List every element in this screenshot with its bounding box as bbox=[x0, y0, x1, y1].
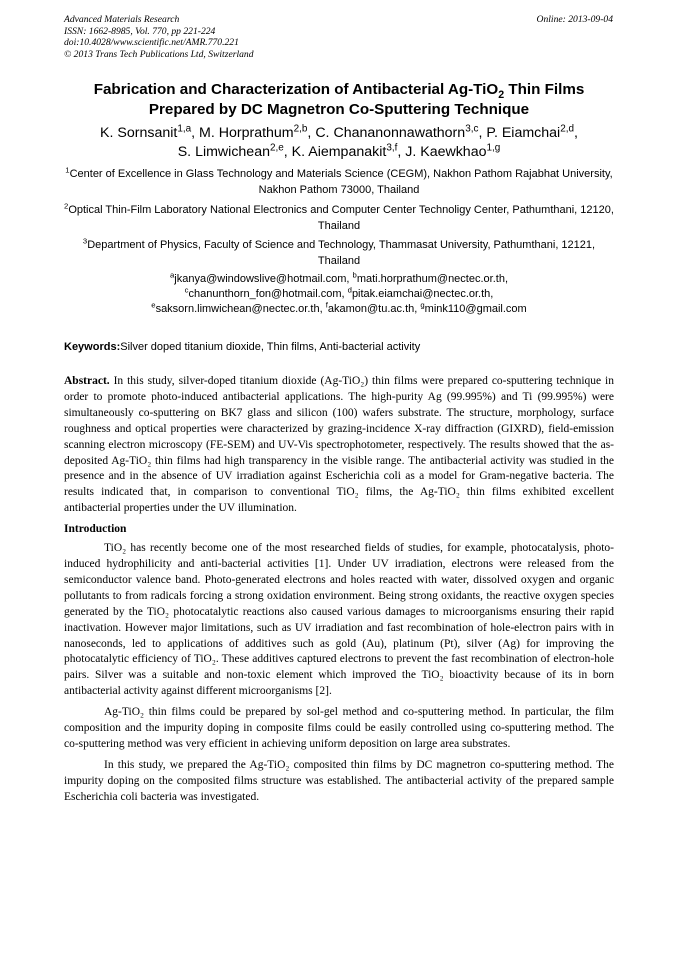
author-separator: , bbox=[191, 125, 200, 141]
email-separator: , bbox=[341, 288, 348, 300]
email-mark: d bbox=[347, 285, 352, 295]
intro-paragraph-3: In this study, we prepared the Ag-TiO₂ composited thin films by DC magnetron co-sputtering method. The impurity doping on the composited films structure was established. The antibacterial activity of the prepared sample Escherichia coli bacteria was investigated. bbox=[64, 758, 614, 803]
affiliation-number: 3 bbox=[82, 236, 88, 246]
doi-line: doi:10.4028/www.scientific.net/AMR.770.221 bbox=[64, 37, 239, 49]
email-address[interactable]: pitak.eiamchai@nectec.or.th bbox=[351, 288, 491, 300]
title-line-2: Prepared by DC Magnetron Co-Sputtering Technique bbox=[148, 100, 530, 118]
email-mark: g bbox=[420, 300, 425, 310]
abstract-text: In this study, silver-doped titanium dioxide (Ag-TiO₂) thin films were prepared co-sputtering technique in order to promote photo-induced antibacterial applications. The high-purity Ag (99.995%) and Ti (99.995%) were simultaneously co-sputtering on BK7 glass and silicon (100) wafers substrate. The structure, morphology, surface roughness and optical properties were characterized by grazing-incidence X-ray diffraction (GIXRD), field-emission scanning electron microscopy (FE-SEM) and UV-Vis spectrophotometer, respectively. The results showed that the as-deposited Ag-TiO₂ thin films had high transparency in the visible range. The antibacterial activity was studied in the presence and in the absence of UV irradiation against Escherichia coli as a model for Gram-negative bacteria. The results indicated that, in comparison to conventional TiO₂ films, the Ag-TiO₂ thin films exhibited excellent antibacterial properties under the UV illumination. bbox=[64, 375, 614, 515]
affiliation-text: Department of Physics, Faculty of Science and Technology, Thammasat University, Pathumthani, 12121, Thailand bbox=[87, 239, 596, 267]
email-address[interactable]: saksorn.limwichean@nectec.or.th bbox=[155, 303, 320, 315]
issn-line: ISSN: 1662-8985, Vol. 770, pp 221-224 bbox=[64, 25, 216, 37]
email-address[interactable]: mati.horprathum@nectec.or.th bbox=[356, 273, 505, 285]
author-affiliation-mark: 1,g bbox=[486, 142, 501, 154]
keywords-text: Silver doped titanium dioxide, Thin films, Anti-bacterial activity bbox=[120, 341, 421, 353]
email-address[interactable]: mink110@gmail.com bbox=[424, 303, 527, 315]
author-separator: , bbox=[397, 144, 406, 160]
author-name: M. Horprathum bbox=[199, 125, 294, 141]
email-mark: b bbox=[352, 270, 357, 280]
journal-header bbox=[64, 14, 254, 60]
title-text: Fabrication and Characterization of Antibacterial Ag-TiO bbox=[93, 81, 499, 98]
affiliation-number: 1 bbox=[65, 165, 70, 175]
author-separator: , bbox=[574, 125, 578, 141]
author-separator: , bbox=[478, 125, 487, 141]
keywords-label: Keywords: bbox=[64, 341, 121, 353]
email-separator: , bbox=[414, 303, 421, 315]
email-list bbox=[64, 272, 614, 317]
author-affiliation-mark: 3,f bbox=[386, 142, 398, 154]
author-affiliation-mark: 1,a bbox=[177, 123, 192, 135]
email-mark: c bbox=[184, 285, 189, 295]
keywords bbox=[64, 340, 614, 354]
paper-body bbox=[64, 374, 614, 811]
email-separator: , bbox=[490, 288, 494, 300]
author-separator: , bbox=[307, 125, 316, 141]
copyright-line: © 2013 Trans Tech Publications Ltd, Switzerland bbox=[64, 48, 254, 60]
email-mark: e bbox=[151, 300, 156, 310]
author-name: C. Chananonnawathorn bbox=[315, 125, 466, 141]
author-name: J. Kaewkhao bbox=[405, 144, 487, 160]
email-address[interactable]: chanunthorn_fon@hotmail.com bbox=[188, 288, 342, 300]
author-name: P. Eiamchai bbox=[486, 125, 561, 141]
author-list bbox=[48, 124, 630, 162]
email-mark: a bbox=[170, 270, 175, 280]
intro-paragraph-2: Ag-TiO₂ thin films could be prepared by sol-gel method and co-sputtering method. In particular, the film composition and the impurity doping in composite films could be easily controlled using co-sputtering method. The co-sputtering method was very efficient in achieving uniform deposition on large area substrates. bbox=[64, 706, 614, 750]
abstract bbox=[64, 374, 614, 517]
online-date: Online: 2013-09-04 bbox=[536, 14, 613, 25]
author-affiliation-mark: 3,c bbox=[465, 123, 479, 135]
journal-name: Advanced Materials Research bbox=[64, 14, 180, 25]
author-name: K. Sornsanit bbox=[100, 125, 178, 141]
email-address[interactable]: akamon@tu.ac.th bbox=[327, 303, 415, 315]
affiliation-1 bbox=[64, 167, 614, 198]
email-separator: , bbox=[319, 303, 326, 315]
affiliation-3 bbox=[64, 238, 614, 269]
abstract-label: Abstract. bbox=[64, 375, 110, 387]
affiliation-text: Optical Thin-Film Laboratory National Electronics and Computer Center Technoligy Center, Pathumthani, 12120, Thailand bbox=[68, 204, 614, 232]
email-separator: , bbox=[346, 273, 353, 285]
email-address[interactable]: jkanya@windowslive@hotmail.com bbox=[174, 273, 347, 285]
title-subscript: 2 bbox=[498, 89, 505, 102]
author-name: K. Aiempanakit bbox=[291, 144, 387, 160]
title-line-1 bbox=[60, 80, 618, 100]
affiliation-text: Center of Excellence in Glass Technology and Materials Science (CEGM), Nakhon Pathom Rajabhat University, Nakhon Pathom 73000, Thailand bbox=[69, 168, 613, 196]
author-separator: , bbox=[283, 144, 292, 160]
email-separator: , bbox=[504, 273, 508, 285]
paper-title bbox=[60, 80, 618, 119]
title-text-end: Thin Films bbox=[504, 81, 585, 98]
author-affiliation-mark: 2,d bbox=[560, 123, 574, 135]
intro-paragraph-1: TiO₂ has recently become one of the most researched fields of studies, for example, photocatalysis, photo-induced hydrophilicity and anti-bacterial activities [1]. Under UV irradiation, electrons were released from the semiconductor valence band. Photo-generated electrons and holes reacted with water, dissolved oxygen and organic pollutants to from radicals forcing a strong oxidation environment. Being strong oxidants, the reactive oxygen species generated by the TiO₂ photocatalytic reactions also caused various damages to microorganisms ensuring their rapid inactivation. However major limitations, such as UV irradiation and fast recombination of hole-electron pairs with in nanoseconds, led to applications of additives such as gold (Au), platinum (Pt), silver (Ag) for improving the photocatalytic efficiency of TiO₂. These additives captured electrons to prevent the fast recombination of electron-hole pairs. Silver was a suitable and non-toxic element which improved the TiO₂ bioactivity because of its in born antibacterial activity against different microorganisms [2]. bbox=[64, 542, 614, 698]
email-mark: f bbox=[325, 300, 328, 310]
affiliation-2 bbox=[64, 203, 614, 234]
affiliation-number: 2 bbox=[64, 201, 69, 211]
author-affiliation-mark: 2,b bbox=[293, 123, 308, 135]
author-affiliation-mark: 2,e bbox=[269, 142, 284, 154]
introduction-heading: Introduction bbox=[64, 523, 127, 536]
author-name: S. Limwichean bbox=[177, 144, 270, 160]
